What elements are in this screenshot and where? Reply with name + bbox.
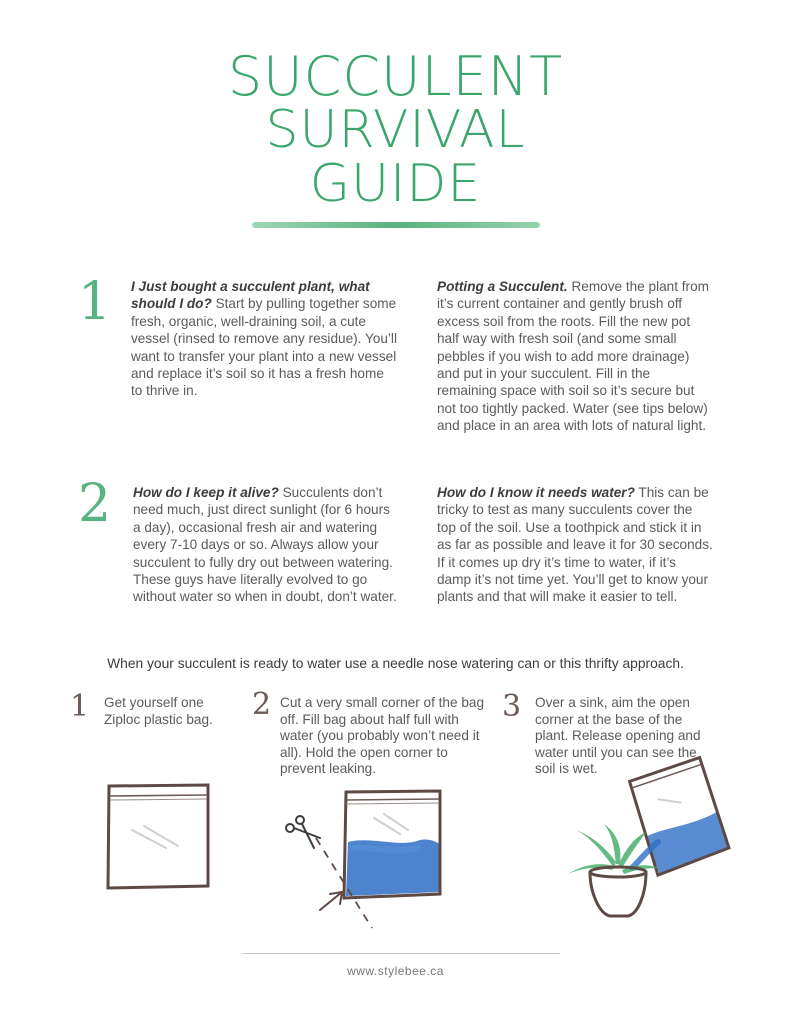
title-line-3: GUIDE [309,154,482,214]
section-1-right-text [437,278,713,435]
step-2-text: Cut a very small corner of the bag off. Fill bag about half full with water (you probably won’t need it all). Hold the open corner to prevent leaking. [280,695,484,777]
footer-divider [242,953,560,954]
ziploc-bag-illustration [104,782,214,892]
section-2-right-heading: How do I know it needs water? [437,485,635,500]
scissors-icon [286,816,320,848]
section-2-number: 2 [78,474,112,534]
pot-icon [590,867,646,916]
cut-bag-illustration [280,788,450,933]
section-2-left-body: Succulents don’t need much, just direct sunlight (for 6 hours a day), occasional fresh air and watering every 7-10 days or so. Always allow your succulent to fully dry out between watering. These guys have literally evolved to go without water so when in doubt, don’t water. [133,485,397,605]
title-line-2: SURVIVAL [265,100,526,160]
section-1-right-heading: Potting a Succulent. [437,279,568,294]
step-2-number: 2 [252,687,272,722]
watering-intro: When your succulent is ready to water use a needle nose watering can or this thrifty approach. [107,656,684,671]
step-1-number: 1 [70,689,90,724]
section-1-right-body: Remove the plant from it’s current container and gently brush off excess soil from the roots. Fill the new pot half way with fresh soil (and some small pebbles if you wish to add more drainage) and put in your succulent. Fill in the remaining space with soil so it’s secure but not too tightly packed. Water (see tips below) and place in an area with lots of natural light. [437,279,709,434]
title-underline [252,222,540,228]
step-1-text: Get yourself one Ziploc plastic bag. [104,695,213,727]
section-2-left-text [133,484,401,606]
section-1-number: 1 [78,272,112,332]
section-1-left-text [131,278,397,400]
title-line-1: SUCCULENT [227,45,564,108]
step-3-number: 3 [502,689,522,724]
footer-url: www.stylebee.ca [347,964,444,978]
step-3-text: Over a sink, aim the open corner at the base of the plant. Release opening and water until you can see the soil is wet. [535,695,701,777]
arrow-icon [320,892,342,910]
section-2-right-text [437,484,713,606]
section-2-left-heading: How do I keep it alive? [133,485,279,500]
section-1-left-body: Start by pulling together some fresh, organic, well-draining soil, a cute vessel (rinsed to remove any residue). You’ll want to transfer your plant into a new vessel and replace it’s soil so it has a fresh home to thrive in. [131,296,397,399]
watering-plant-illustration [560,764,730,924]
section-1-left-heading: I Just bought a succulent plant, what should I do? [131,279,370,312]
section-2-right-body: This can be tricky to test as many succulents cover the top of the soil. Use a toothpick and stick it in as far as possible and leave it for 30 seconds. If it comes up dry it’s time to water, if it’s damp it’s not time yet. You’ll get to know your plants and that will make it easier to tell. [437,485,713,605]
